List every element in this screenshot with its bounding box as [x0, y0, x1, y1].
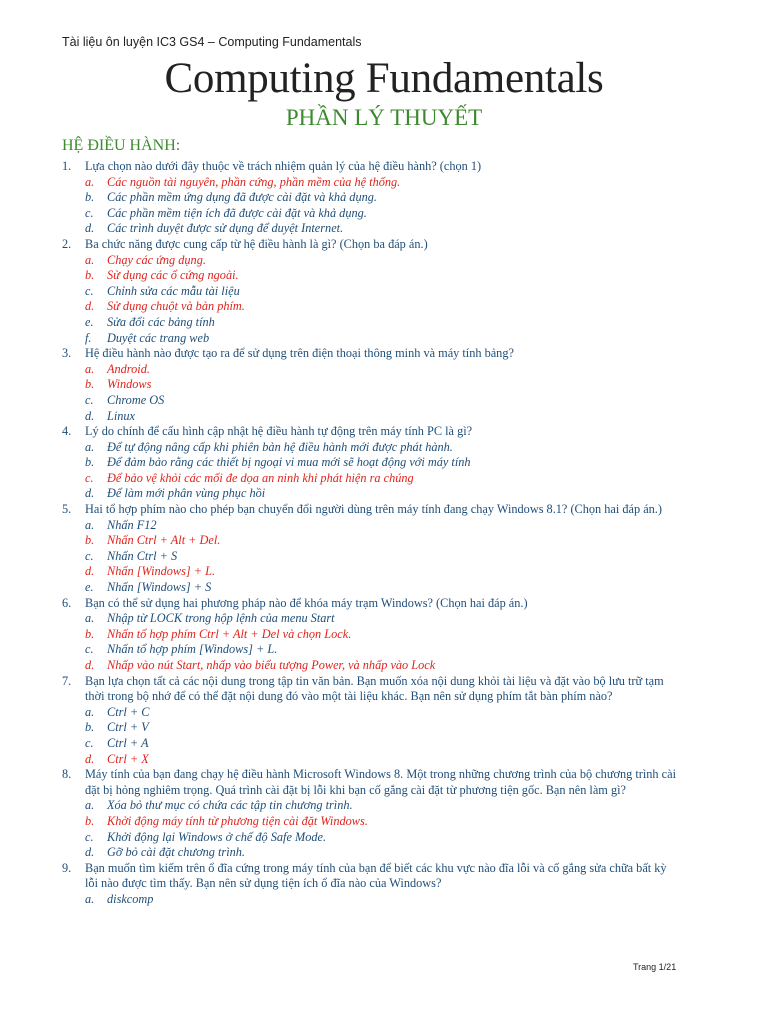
option-letter: a. [85, 174, 95, 189]
answer-option-correct [62, 752, 682, 768]
option-letter: a. [85, 252, 95, 267]
question-list [62, 159, 682, 908]
option-text: Các phần mềm tiện ích đã được cài đặt và khả dụng. [107, 205, 367, 220]
answer-option [62, 611, 682, 627]
answer-option [62, 845, 682, 861]
option-letter: c. [85, 642, 94, 657]
option-text: Chỉnh sửa các mẫu tài liệu [107, 283, 240, 298]
question-text: Ba chức năng được cung cấp từ hệ điều hành là gì? (Chọn ba đáp án.) [85, 236, 428, 251]
page-number: Trang 1/21 [633, 962, 677, 972]
question-number: 5. [62, 502, 72, 517]
option-text: Nhấn [Windows] + S [107, 580, 212, 595]
answer-option [62, 830, 682, 846]
option-letter: d. [85, 845, 95, 860]
option-text: Linux [107, 408, 136, 423]
option-letter: d. [85, 564, 95, 579]
answer-options [62, 440, 682, 502]
option-text: Nhấn Ctrl + S [107, 548, 178, 563]
answer-option [62, 892, 682, 908]
question-text: Lựa chọn nào dưới đây thuộc về trách nhiệm quản lý của hệ điều hành? (chọn 1) [85, 159, 482, 173]
option-text: Sử dụng các ổ cứng ngoài. [107, 268, 239, 283]
answer-options [62, 175, 682, 237]
option-text: Gỡ bỏ cài đặt chương trình. [107, 845, 246, 860]
option-text: Chạy các ứng dụng. [107, 252, 206, 267]
option-letter: f. [85, 330, 92, 345]
option-letter: a. [85, 439, 95, 454]
answer-option [62, 642, 682, 658]
answer-option-correct [62, 627, 682, 643]
answer-option [62, 409, 682, 425]
option-text: Nhấn [Windows] + L. [107, 564, 216, 579]
question-item [62, 237, 682, 346]
question-text: Hệ điều hành nào được tạo ra để sử dụng trên điện thoại thông minh và máy tính bảng? [85, 346, 514, 361]
question-number: 2. [62, 236, 72, 251]
document-subtitle: PHẦN LÝ THUYẾT [285, 105, 483, 130]
option-text: Ctrl + A [107, 735, 149, 750]
answer-options [62, 611, 682, 673]
answer-option-correct [62, 533, 682, 549]
answer-option [62, 331, 682, 347]
answer-option [62, 518, 682, 534]
answer-option [62, 190, 682, 206]
option-text: Để làm mới phân vùng phục hồi [107, 486, 266, 501]
answer-option-correct [62, 377, 682, 393]
option-text: Để bảo vệ khỏi các mối đe dọa an ninh khi phát hiện ra chúng [107, 470, 414, 485]
question-text: Hai tổ hợp phím nào cho phép bạn chuyển đổi người dùng trên máy tính đang chạy Windows 8.1? (Chọn hai đáp án.) [85, 502, 662, 517]
option-letter: e. [85, 580, 94, 595]
answer-option [62, 221, 682, 237]
option-text: diskcomp [107, 891, 154, 906]
option-text: Sửa đổi các bảng tính [107, 314, 215, 329]
option-text: Xóa bỏ thư mục có chứa các tập tin chương trình. [107, 798, 353, 813]
option-text: Nhấn tổ hợp phím [Windows] + L. [107, 642, 278, 657]
option-letter: b. [85, 377, 95, 392]
answer-option [62, 393, 682, 409]
question-number: 9. [62, 860, 72, 875]
option-text: Sử dụng chuột và bàn phím. [107, 299, 245, 314]
question-text: Bạn muốn tìm kiếm trên ổ đĩa cứng trong máy tính của bạn để biết các khu vực nào đĩa lỗi và cố gắng sửa chữa bất kỳ lỗi nào được tìm thấy. Bạn nên sử dụng tiện ích ổ đĩa nào của Windows? [85, 860, 667, 891]
option-text: Khởi động máy tính từ phương tiện cài đặt Windows. [107, 813, 368, 828]
option-letter: b. [85, 720, 95, 735]
option-letter: b. [85, 813, 95, 828]
question-number: 1. [62, 159, 72, 173]
answer-option [62, 284, 682, 300]
option-text: Chrome OS [107, 392, 165, 407]
option-letter: a. [85, 611, 95, 626]
answer-options [62, 362, 682, 424]
option-letter: c. [85, 205, 94, 220]
option-text: Ctrl + C [107, 704, 150, 719]
option-letter: b. [85, 268, 95, 283]
option-text: Để tự động nâng cấp khi phiên bản hệ điều hành mới được phát hành. [107, 439, 453, 454]
option-text: Nhấn tổ hợp phím Ctrl + Alt + Del và chọn Lock. [107, 626, 352, 641]
answer-option-correct [62, 362, 682, 378]
option-letter: d. [85, 221, 95, 236]
answer-options [62, 253, 682, 347]
answer-option [62, 440, 682, 456]
answer-option [62, 486, 682, 502]
question-item [62, 861, 682, 908]
question-item [62, 767, 682, 861]
answer-option-correct [62, 299, 682, 315]
option-text: Các phần mềm ứng dụng đã được cài đặt và khả dụng. [107, 190, 377, 205]
question-item [62, 596, 682, 674]
option-text: Ctrl + X [107, 751, 149, 766]
answer-option [62, 315, 682, 331]
answer-option [62, 206, 682, 222]
option-letter: d. [85, 486, 95, 501]
question-item [62, 424, 682, 502]
question-text: Bạn lựa chọn tất cả các nội dung trong tập tin văn bản. Bạn muốn xóa nội dung khỏi tài liệu và đặt vào bộ lưu trữ tạm thời trong bộ nhớ để có thể đặt nội dung đó vào một tài liệu khác. Bạn nên sử dụng phím tắt bàn phím nào? [85, 673, 664, 704]
option-text: Để đảm bảo rằng các thiết bị ngoại vi mua mới sẽ hoạt động với máy tính [107, 455, 471, 470]
option-text: Windows [107, 377, 152, 392]
option-letter: c. [85, 548, 94, 563]
document-title: Computing Fundamentals [164, 55, 604, 102]
option-letter: b. [85, 455, 95, 470]
option-letter: a. [85, 704, 95, 719]
option-letter: c. [85, 283, 94, 298]
option-letter: a. [85, 798, 95, 813]
question-number: 6. [62, 595, 72, 610]
option-text: Các nguồn tài nguyên, phần cứng, phần mềm của hệ thống. [107, 174, 401, 189]
option-text: Các trình duyệt được sử dụng để duyệt Internet. [107, 221, 344, 236]
option-letter: d. [85, 751, 95, 766]
answer-option [62, 705, 682, 721]
answer-options [62, 705, 682, 767]
answer-option [62, 798, 682, 814]
question-item [62, 502, 682, 596]
option-letter: b. [85, 190, 95, 205]
section-heading: HỆ ĐIỀU HÀNH: [62, 137, 181, 154]
answer-options [62, 798, 682, 860]
question-number: 8. [62, 767, 72, 782]
answer-option-correct [62, 814, 682, 830]
option-text: Nhấn Ctrl + Alt + Del. [107, 533, 221, 548]
question-item [62, 346, 682, 424]
option-letter: c. [85, 829, 94, 844]
question-text: Bạn có thể sử dụng hai phương pháp nào để khóa máy trạm Windows? (Chọn hai đáp án.) [85, 595, 528, 610]
option-letter: a. [85, 891, 95, 906]
answer-option-correct [62, 564, 682, 580]
option-text: Android. [107, 361, 150, 376]
option-letter: d. [85, 408, 95, 423]
option-letter: c. [85, 392, 94, 407]
question-text: Máy tính của bạn đang chạy hệ điều hành Microsoft Windows 8. Một trong những chương trình của bộ chương trình cài đặt bị hỏng nghiêm trọng. Quá trình cài đặt bị lỗi khi bạn cố gắng cài đặt từ phương tiện gốc. Bạn nên làm gì? [85, 767, 676, 797]
answer-option [62, 455, 682, 471]
option-text: Duyệt các trang web [107, 330, 210, 345]
answer-option [62, 736, 682, 752]
option-text: Nhấn F12 [107, 517, 157, 532]
question-item [62, 159, 682, 237]
option-letter: e. [85, 314, 94, 329]
option-letter: a. [85, 361, 95, 376]
question-text: Lý do chính để cấu hình cập nhật hệ điều hành tự động trên máy tính PC là gì? [85, 424, 473, 439]
answer-option-correct [62, 471, 682, 487]
question-number: 7. [62, 673, 72, 688]
answer-options [62, 518, 682, 596]
answer-option-correct [62, 268, 682, 284]
answer-options [62, 892, 682, 908]
option-text: Nhấp vào nút Start, nhấp vào biểu tượng Power, và nhấp vào Lock [107, 658, 436, 672]
answer-option-correct [62, 253, 682, 269]
running-header: Tài liệu ôn luyện IC3 GS4 – Computing Fundamentals [62, 35, 362, 49]
option-text: Ctrl + V [107, 720, 149, 735]
question-item [62, 674, 682, 768]
question-number: 4. [62, 424, 72, 439]
question-number: 3. [62, 346, 72, 361]
option-letter: a. [85, 517, 95, 532]
answer-option-correct [62, 175, 682, 191]
option-letter: b. [85, 626, 95, 641]
option-letter: d. [85, 658, 95, 672]
option-letter: c. [85, 470, 94, 485]
option-letter: d. [85, 299, 95, 314]
answer-option [62, 549, 682, 565]
option-text: Nhập từ LOCK trong hộp lệnh của menu Start [107, 611, 335, 626]
answer-option [62, 720, 682, 736]
answer-option-correct [62, 658, 682, 674]
option-letter: b. [85, 533, 95, 548]
option-letter: c. [85, 735, 94, 750]
option-text: Khởi động lại Windows ở chế độ Safe Mode. [107, 829, 327, 844]
answer-option [62, 580, 682, 596]
